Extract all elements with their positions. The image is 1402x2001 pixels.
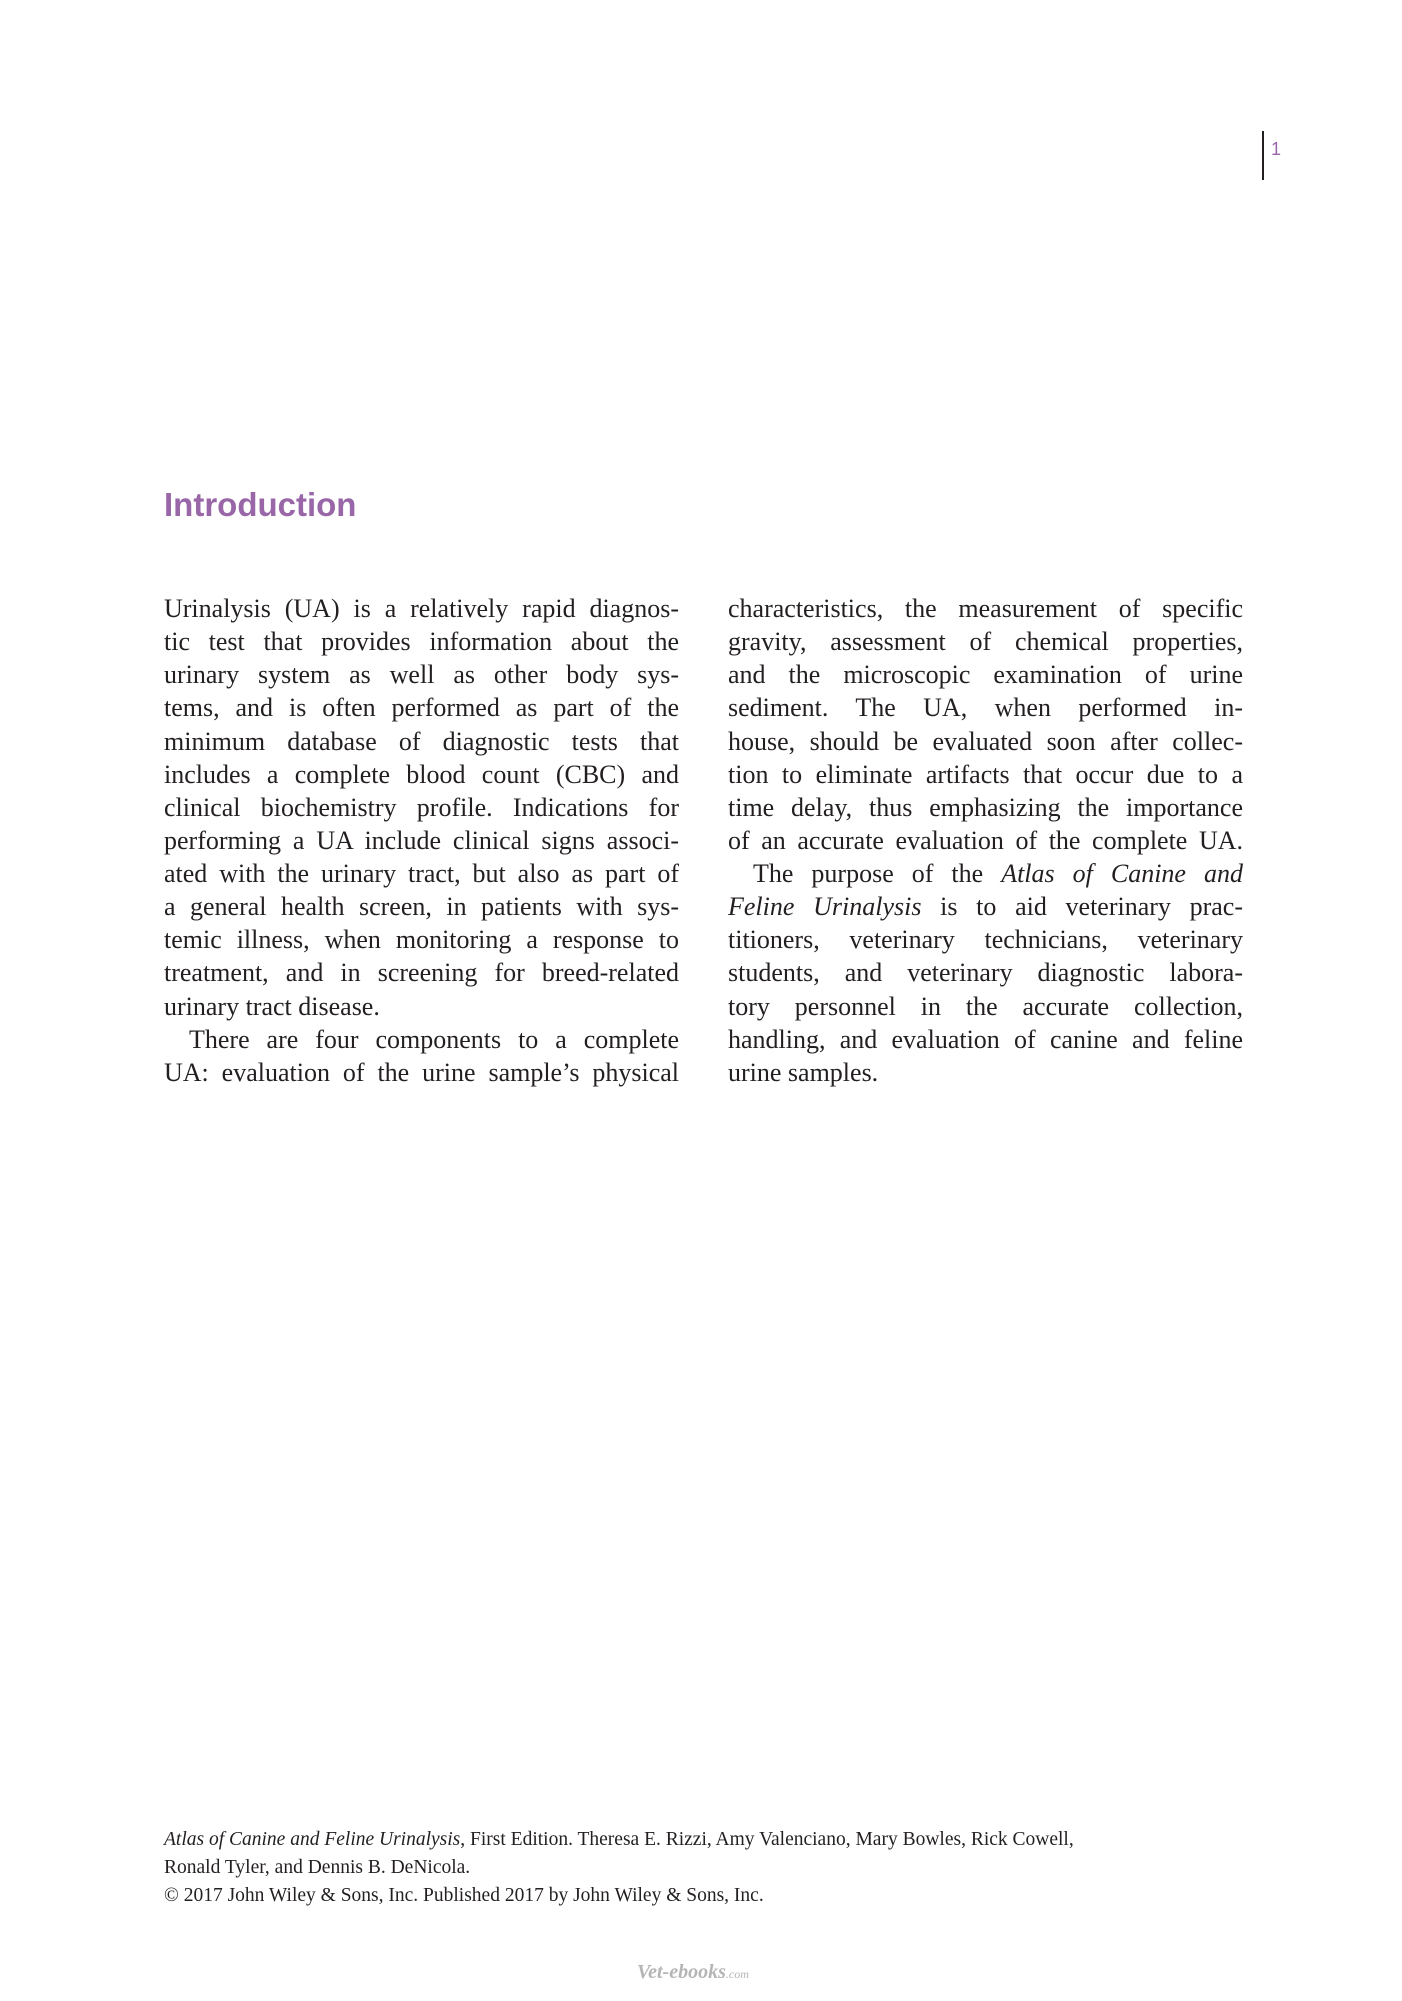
left-text-column [164, 592, 679, 1089]
right-column-line [728, 592, 1243, 625]
text-run: students, and veterinary diagnostic labora- [728, 958, 1243, 988]
right-column-line [728, 625, 1243, 658]
footer-citation [164, 1826, 1244, 1910]
text-run: tory personnel in the accurate collection, [728, 991, 1243, 1021]
text-run: urine samples. [728, 1057, 879, 1087]
text-run: urinary tract disease. [164, 991, 380, 1021]
text-run: minimum database of diagnostic tests that [164, 726, 679, 756]
left-column-line [164, 990, 679, 1023]
footer-line [164, 1882, 1244, 1910]
right-column-line [728, 1056, 1243, 1089]
left-column-line [164, 824, 679, 857]
footer-line [164, 1826, 1244, 1854]
left-column-line [164, 791, 679, 824]
text-run: titioners, veterinary technicians, veterinary [728, 925, 1243, 955]
left-column-line [164, 625, 679, 658]
text-run: includes a complete blood count (CBC) and [164, 759, 679, 789]
watermark-name: Vet-ebooks [637, 1961, 726, 1983]
italic-text: Feline Urinalysis [728, 892, 922, 922]
left-column-line [164, 890, 679, 923]
left-column-line [164, 725, 679, 758]
text-run: sediment. The UA, when performed in- [728, 693, 1243, 723]
text-run: temic illness, when monitoring a response to [164, 925, 679, 955]
footer-line [164, 1854, 1244, 1882]
left-column-line [164, 857, 679, 890]
text-run: There are four components to a complete [189, 1024, 679, 1054]
text-run: Ronald Tyler, and Dennis B. DeNicola. [164, 1857, 471, 1878]
text-run: house, should be evaluated soon after collec- [728, 726, 1243, 756]
right-column-line [728, 990, 1243, 1023]
right-column-line [728, 923, 1243, 956]
left-column-line [164, 758, 679, 791]
right-column-line [728, 691, 1243, 724]
italic-text: Atlas of Canine and [1001, 859, 1243, 888]
page-number-rule [1262, 131, 1264, 180]
italic-text: Atlas of Canine and Feline Urinalysis [164, 1829, 461, 1850]
text-run: The purpose of the [753, 859, 1002, 888]
watermark-suffix: .com [725, 1967, 749, 1981]
text-run: is to aid veterinary prac- [921, 892, 1243, 922]
text-run: tion to eliminate artifacts that occur due to a [728, 759, 1243, 789]
right-column-line [728, 956, 1243, 989]
left-column-line [164, 691, 679, 724]
text-run: UA: evaluation of the urine sample’s physical [164, 1057, 679, 1087]
text-run: gravity, assessment of chemical properties, [728, 627, 1243, 657]
text-run: characteristics, the measurement of specific [728, 594, 1243, 623]
left-column-line [164, 1056, 679, 1089]
page-number: 1 [1271, 139, 1282, 159]
text-run: performing a UA include clinical signs associ- [164, 825, 679, 855]
text-run: handling, and evaluation of canine and feline [728, 1024, 1243, 1054]
left-column-line [164, 1023, 679, 1056]
right-column-line [728, 725, 1243, 758]
left-column-line [164, 658, 679, 691]
text-run: time delay, thus emphasizing the importance [728, 792, 1243, 822]
chapter-heading: Introduction [164, 486, 357, 523]
text-run: tic test that provides information about the [164, 627, 679, 657]
text-run: © 2017 John Wiley & Sons, Inc. Published 2017 by John Wiley & Sons, Inc. [164, 1885, 764, 1906]
right-column-line [728, 890, 1243, 923]
text-run: a general health screen, in patients with sys- [164, 892, 679, 922]
text-run: clinical biochemistry profile. Indications for [164, 792, 679, 822]
left-column-line [164, 956, 679, 989]
left-column-line [164, 592, 679, 625]
text-run: tems, and is often performed as part of the [164, 693, 679, 723]
right-column-line [728, 758, 1243, 791]
text-run: and the microscopic examination of urine [728, 660, 1243, 690]
text-run: , First Edition. Theresa E. Rizzi, Amy Valenciano, Mary Bowles, Rick Cowell, [460, 1829, 1074, 1850]
right-column-line [728, 824, 1243, 857]
right-text-column [728, 592, 1243, 1089]
text-run: urinary system as well as other body sys- [164, 660, 679, 690]
left-column-line [164, 923, 679, 956]
right-column-line [728, 1023, 1243, 1056]
right-column-line [728, 791, 1243, 824]
watermark-logo [637, 1958, 749, 1988]
right-column-line [728, 857, 1243, 890]
text-run: Urinalysis (UA) is a relatively rapid diagnos- [164, 594, 679, 623]
text-run: of an accurate evaluation of the complete UA. [728, 825, 1243, 855]
text-run: ated with the urinary tract, but also as part of [164, 859, 679, 888]
text-run: treatment, and in screening for breed-related [164, 958, 679, 988]
right-column-line [728, 658, 1243, 691]
